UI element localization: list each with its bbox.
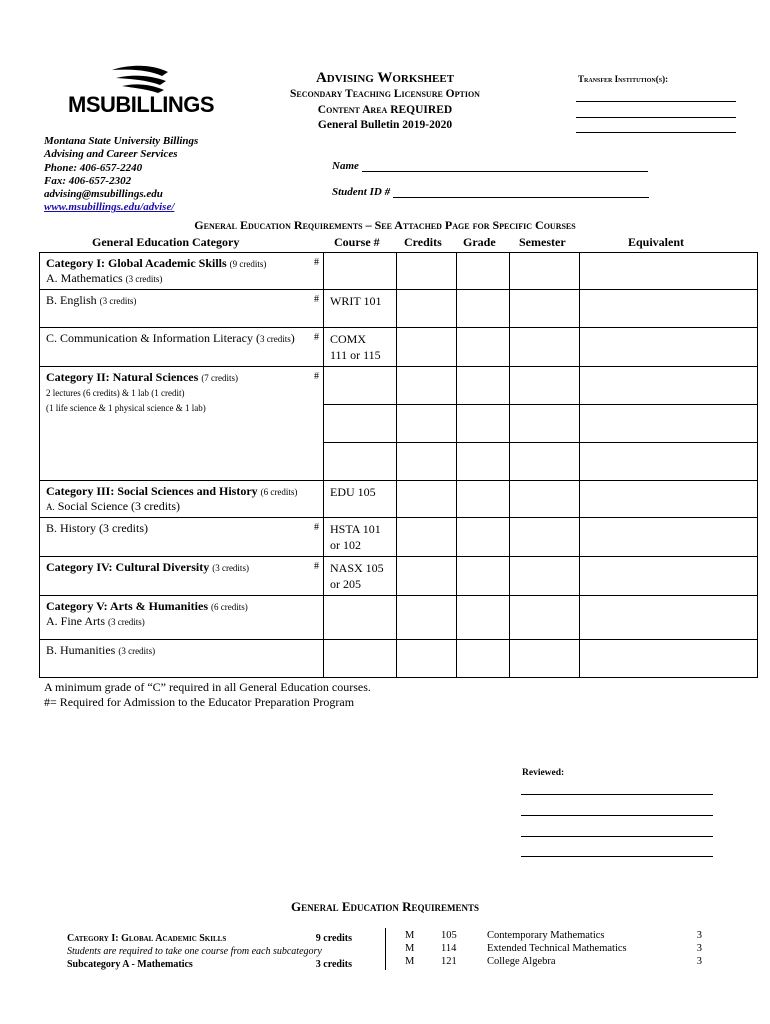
semester-cell[interactable] xyxy=(510,253,580,290)
table-row xyxy=(40,596,758,640)
title-line-2: Content Area REQUIRED xyxy=(317,103,453,116)
reviewed-line-1[interactable] xyxy=(521,794,713,795)
table-row xyxy=(40,518,758,557)
col-semester: Semester xyxy=(519,235,566,249)
semester-cell[interactable] xyxy=(510,557,580,596)
credits-cell[interactable] xyxy=(397,328,457,367)
vertical-divider xyxy=(385,928,386,970)
table-row xyxy=(40,328,758,367)
name-input-line[interactable] xyxy=(362,171,648,172)
note-min-grade: A minimum grade of “C” required in all General Education courses. xyxy=(44,680,371,694)
course-cell: HSTA 101 or 102 xyxy=(324,518,397,557)
list-item: M 121 College Algebra 3 xyxy=(405,956,702,967)
category-cell: Category III: Social Sciences and History (6 credits) A. Social Science (3 credits) xyxy=(40,481,324,518)
category-cell: Category II: Natural Sciences (7 credits) 2 lectures (6 credits) & 1 lab (1 credit) (1 life science & 1 physical science & 1 lab) # xyxy=(40,367,324,481)
student-id-label: Student ID # xyxy=(332,186,391,198)
name-field xyxy=(332,160,648,172)
list-item: M 114 Extended Technical Mathematics 3 xyxy=(405,943,702,954)
note-required-admission: #= Required for Admission to the Educator Preparation Program xyxy=(44,695,355,709)
course-cell[interactable] xyxy=(324,443,397,481)
category-cell: B. Humanities (3 credits) xyxy=(40,640,324,678)
grade-cell[interactable] xyxy=(457,596,510,640)
course-cell[interactable] xyxy=(324,367,397,405)
grade-cell[interactable] xyxy=(457,367,510,405)
col-credits: Credits xyxy=(404,235,442,249)
category-cell: Category I: Global Academic Skills (9 credits) A. Mathematics (3 credits) # xyxy=(40,253,324,290)
transfer-line-2[interactable] xyxy=(576,117,736,118)
semester-cell[interactable] xyxy=(510,640,580,678)
gen-ed-requirements-title: General Education Requirements xyxy=(290,899,480,914)
msu-billings-logo-text: MSUBILLINGS xyxy=(68,92,215,117)
transfer-label: Transfer Institution(s): xyxy=(578,74,669,84)
category-cell: B. History (3 credits) # xyxy=(40,518,324,557)
equivalent-cell[interactable] xyxy=(580,253,758,290)
col-course: Course # xyxy=(334,235,380,249)
credits-cell[interactable] xyxy=(397,367,457,405)
grade-cell[interactable] xyxy=(457,518,510,557)
equivalent-cell[interactable] xyxy=(580,596,758,640)
math-course-list xyxy=(405,929,702,968)
fax: Fax: 406-657-2302 xyxy=(44,174,132,187)
student-id-input-line[interactable] xyxy=(393,197,649,198)
org-name: Montana State University Billings xyxy=(44,135,199,147)
grade-cell[interactable] xyxy=(457,290,510,328)
semester-cell[interactable] xyxy=(510,290,580,328)
credits-cell[interactable] xyxy=(397,481,457,518)
equivalent-cell[interactable] xyxy=(580,443,758,481)
course-cell[interactable] xyxy=(324,640,397,678)
category-instruction: Students are required to take one course from each subcategory xyxy=(67,946,322,957)
course-cell[interactable] xyxy=(324,596,397,640)
equivalent-cell[interactable] xyxy=(580,481,758,518)
equivalent-cell[interactable] xyxy=(580,290,758,328)
page-title: Advising Worksheet xyxy=(315,70,455,86)
course-cell: COMX 111 or 115 xyxy=(324,328,397,367)
semester-cell[interactable] xyxy=(510,405,580,443)
equivalent-cell[interactable] xyxy=(580,640,758,678)
title-block xyxy=(240,70,530,134)
grade-cell[interactable] xyxy=(457,481,510,518)
category-cell: Category V: Arts & Humanities (6 credits) A. Fine Arts (3 credits) xyxy=(40,596,324,640)
credits-cell[interactable] xyxy=(397,640,457,678)
col-equivalent: Equivalent xyxy=(628,235,685,249)
grade-cell[interactable] xyxy=(457,328,510,367)
grade-cell[interactable] xyxy=(457,443,510,481)
equivalent-cell[interactable] xyxy=(580,405,758,443)
table-row xyxy=(40,290,758,328)
reviewed-line-4[interactable] xyxy=(521,856,713,857)
gen-ed-table xyxy=(39,252,758,678)
course-cell: EDU 105 xyxy=(324,481,397,518)
credits-cell[interactable] xyxy=(397,596,457,640)
category-summary xyxy=(67,932,352,971)
phone: Phone: 406-657-2240 xyxy=(44,161,143,174)
gen-ed-title: General Education Requirements – See Attached Page for Specific Courses xyxy=(194,218,576,232)
col-category: General Education Category xyxy=(92,235,240,249)
category-cell: Category IV: Cultural Diversity (3 credits) # xyxy=(40,557,324,596)
category-cell: B. English (3 credits) # xyxy=(40,290,324,328)
category-label: Category I: Global Academic Skills xyxy=(67,933,227,944)
category-cell: C. Communication & Information Literacy (3 credits) # xyxy=(40,328,324,367)
credits-cell[interactable] xyxy=(397,518,457,557)
student-id-field xyxy=(332,186,649,198)
name-label: Name xyxy=(332,160,359,172)
title-line-1: Secondary Teaching Licensure Option xyxy=(290,88,480,100)
equivalent-cell[interactable] xyxy=(580,367,758,405)
course-cell: NASX 105 or 205 xyxy=(324,557,397,596)
semester-cell[interactable] xyxy=(510,328,580,367)
website-link[interactable]: www.msubillings.edu/advise/ xyxy=(44,201,175,214)
semester-cell[interactable] xyxy=(510,518,580,557)
subcategory-label: Subcategory A - Mathematics xyxy=(67,959,193,970)
credits-cell[interactable] xyxy=(397,443,457,481)
msu-billings-logo-mark xyxy=(110,64,174,94)
category-credits: 9 credits xyxy=(315,933,352,944)
table-row xyxy=(40,557,758,596)
semester-cell[interactable] xyxy=(510,481,580,518)
list-item: M 105 Contemporary Mathematics 3 xyxy=(405,930,702,941)
course-cell[interactable] xyxy=(324,253,397,290)
grade-cell[interactable] xyxy=(457,557,510,596)
semester-cell[interactable] xyxy=(510,367,580,405)
equivalent-cell[interactable] xyxy=(580,518,758,557)
semester-cell[interactable] xyxy=(510,443,580,481)
equivalent-cell[interactable] xyxy=(580,328,758,367)
grade-cell[interactable] xyxy=(457,253,510,290)
reviewed-line-2[interactable] xyxy=(521,815,713,816)
credits-cell[interactable] xyxy=(397,290,457,328)
table-row xyxy=(40,253,758,290)
credits-cell[interactable] xyxy=(397,557,457,596)
contact-info xyxy=(44,135,198,215)
semester-cell[interactable] xyxy=(510,596,580,640)
equivalent-cell[interactable] xyxy=(580,557,758,596)
subcategory-credits: 3 credits xyxy=(315,959,352,970)
table-row xyxy=(40,481,758,518)
email-link[interactable]: advising@msubillings.edu xyxy=(44,188,163,201)
transfer-line-1[interactable] xyxy=(576,101,736,102)
course-cell: WRIT 101 xyxy=(324,290,397,328)
col-grade: Grade xyxy=(463,235,496,249)
credits-cell[interactable] xyxy=(397,405,457,443)
grade-cell[interactable] xyxy=(457,405,510,443)
dept-name: Advising and Career Services xyxy=(44,148,178,161)
credits-cell[interactable] xyxy=(397,253,457,290)
reviewed-label: Reviewed: xyxy=(522,768,565,778)
table-row xyxy=(40,640,758,678)
reviewed-line-3[interactable] xyxy=(521,836,713,837)
grade-cell[interactable] xyxy=(457,640,510,678)
transfer-line-3[interactable] xyxy=(576,132,736,133)
title-line-3: General Bulletin 2019-2020 xyxy=(317,119,453,131)
table-row xyxy=(40,367,758,405)
course-cell[interactable] xyxy=(324,405,397,443)
